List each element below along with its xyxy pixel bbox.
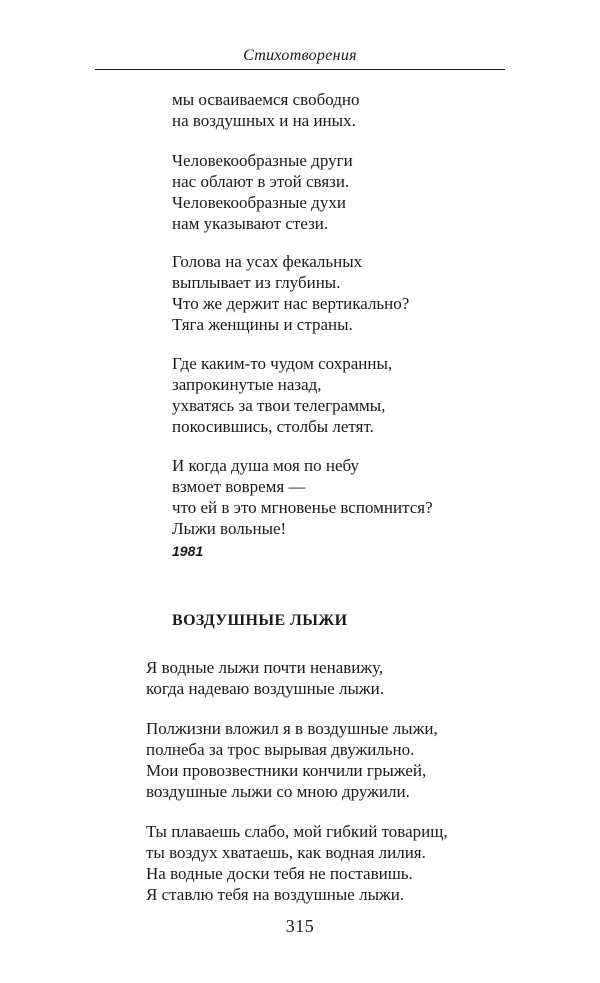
header-rule <box>95 69 505 70</box>
poem-line: мы осваиваемся свободно <box>172 90 360 109</box>
poem-line: Человекообразные духи <box>172 193 346 212</box>
page-number: 315 <box>285 916 315 936</box>
running-head: Стихотворения <box>243 47 357 64</box>
poem-line: Что же держит нас вертикально? <box>172 294 410 313</box>
poem-line: ты воздух хватаешь, как водная лилия. <box>146 843 426 862</box>
poem-line: Полжизни вложил я в воздушные лыжи, <box>146 719 438 738</box>
poem-line: Тяга женщины и страны. <box>172 315 353 334</box>
poem-line: покосившись, столбы летят. <box>172 417 374 436</box>
poem-line: нам указывают стези. <box>172 214 329 233</box>
poem-line: взмоет вовремя — <box>172 477 306 496</box>
poem-line: что ей в это мгновенье вспомнится? <box>172 498 433 517</box>
poem-title: ВОЗДУШНЫЕ ЛЫЖИ <box>172 612 348 629</box>
poem-line: Голова на усах фекальных <box>172 252 363 271</box>
poem-line: воздушные лыжи со мною дружили. <box>146 782 410 801</box>
poem-line: полнеба за трос вырывая двужильно. <box>146 740 415 759</box>
poem-line: Я водные лыжи почти ненавижу, <box>146 658 384 677</box>
poem-line: Мои провозвестники кончили грыжей, <box>146 761 427 780</box>
poem-line: когда надеваю воздушные лыжи. <box>146 679 384 698</box>
poem-line: ухватясь за твои телеграммы, <box>172 396 386 415</box>
poem-line: Где каким-то чудом сохранны, <box>172 354 393 373</box>
poem-line: И когда душа моя по небу <box>172 456 360 475</box>
poem-line: Я ставлю тебя на воздушные лыжи. <box>146 885 405 904</box>
poem-line: запрокинутые назад, <box>172 375 322 394</box>
poem-line: Ты плаваешь слабо, мой гибкий товарищ, <box>146 822 448 841</box>
poem-line: нас облают в этой связи. <box>172 172 350 191</box>
poem-date: 1981 <box>172 543 204 559</box>
poem-line: На водные доски тебя не поставишь. <box>146 864 413 883</box>
poem-line: на воздушных и на иных. <box>172 111 356 130</box>
poem-line: Лыжи вольные! <box>172 519 287 538</box>
poem-line: Человекообразные други <box>172 151 353 170</box>
poem-line: выплывает из глубины. <box>172 273 341 292</box>
